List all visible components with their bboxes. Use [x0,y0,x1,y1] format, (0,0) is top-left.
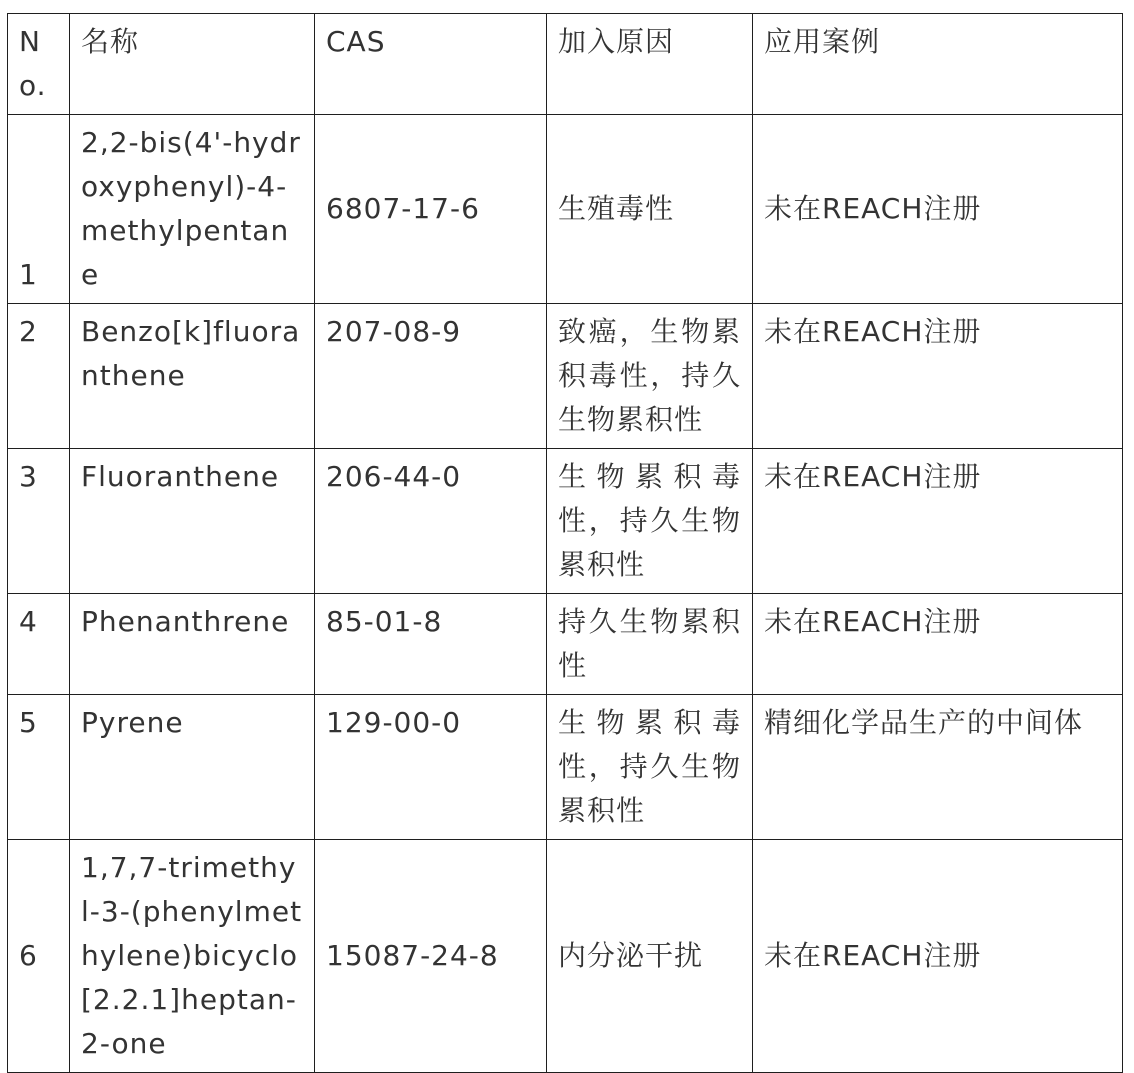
row-cas: 207-08-9 [315,304,547,449]
row-cas: 129-00-0 [315,695,547,840]
row-application: 未在REACH注册 [753,304,1123,449]
row-reason: 生物累积毒性，持久生物累积性 [547,695,753,840]
row-no: 2 [8,304,70,449]
row-no: 3 [8,449,70,594]
header-row [8,14,1123,115]
substance-table-container [7,13,1123,1073]
header-cas: CAS [315,14,547,115]
row-application: 未在REACH注册 [753,449,1123,594]
row-cas: 206-44-0 [315,449,547,594]
table-row [8,304,1123,449]
row-reason: 内分泌干扰 [547,840,753,1073]
row-reason: 持久生物累积性 [547,594,753,695]
row-name: Fluoranthene [70,449,315,594]
header-reason: 加入原因 [547,14,753,115]
row-name: 1,7,7-trimethyl-3-(phenylmethylene)bicyclo[2.2.1]heptan-2-one [70,840,315,1073]
row-name: 2,2-bis(4'-hydroxyphenyl)-4-methylpentane [70,115,315,304]
row-application: 未在REACH注册 [753,594,1123,695]
table-row [8,695,1123,840]
substance-table [7,13,1123,1073]
table-row [8,449,1123,594]
row-application: 精细化学品生产的中间体 [753,695,1123,840]
row-name: Phenanthrene [70,594,315,695]
row-name: Benzo[k]fluoranthene [70,304,315,449]
header-no: No. [8,14,70,115]
row-cas: 15087-24-8 [315,840,547,1073]
header-application: 应用案例 [753,14,1123,115]
row-cas: 85-01-8 [315,594,547,695]
row-no: 6 [8,840,70,1073]
row-reason: 致癌，生物累积毒性，持久生物累积性 [547,304,753,449]
row-application: 未在REACH注册 [753,840,1123,1073]
row-name: Pyrene [70,695,315,840]
table-row [8,115,1123,304]
header-name: 名称 [70,14,315,115]
row-reason: 生物累积毒性，持久生物累积性 [547,449,753,594]
row-no: 1 [8,115,70,304]
row-no: 5 [8,695,70,840]
row-cas: 6807-17-6 [315,115,547,304]
row-no: 4 [8,594,70,695]
table-row [8,840,1123,1073]
table-row [8,594,1123,695]
row-reason: 生殖毒性 [547,115,753,304]
row-application: 未在REACH注册 [753,115,1123,304]
